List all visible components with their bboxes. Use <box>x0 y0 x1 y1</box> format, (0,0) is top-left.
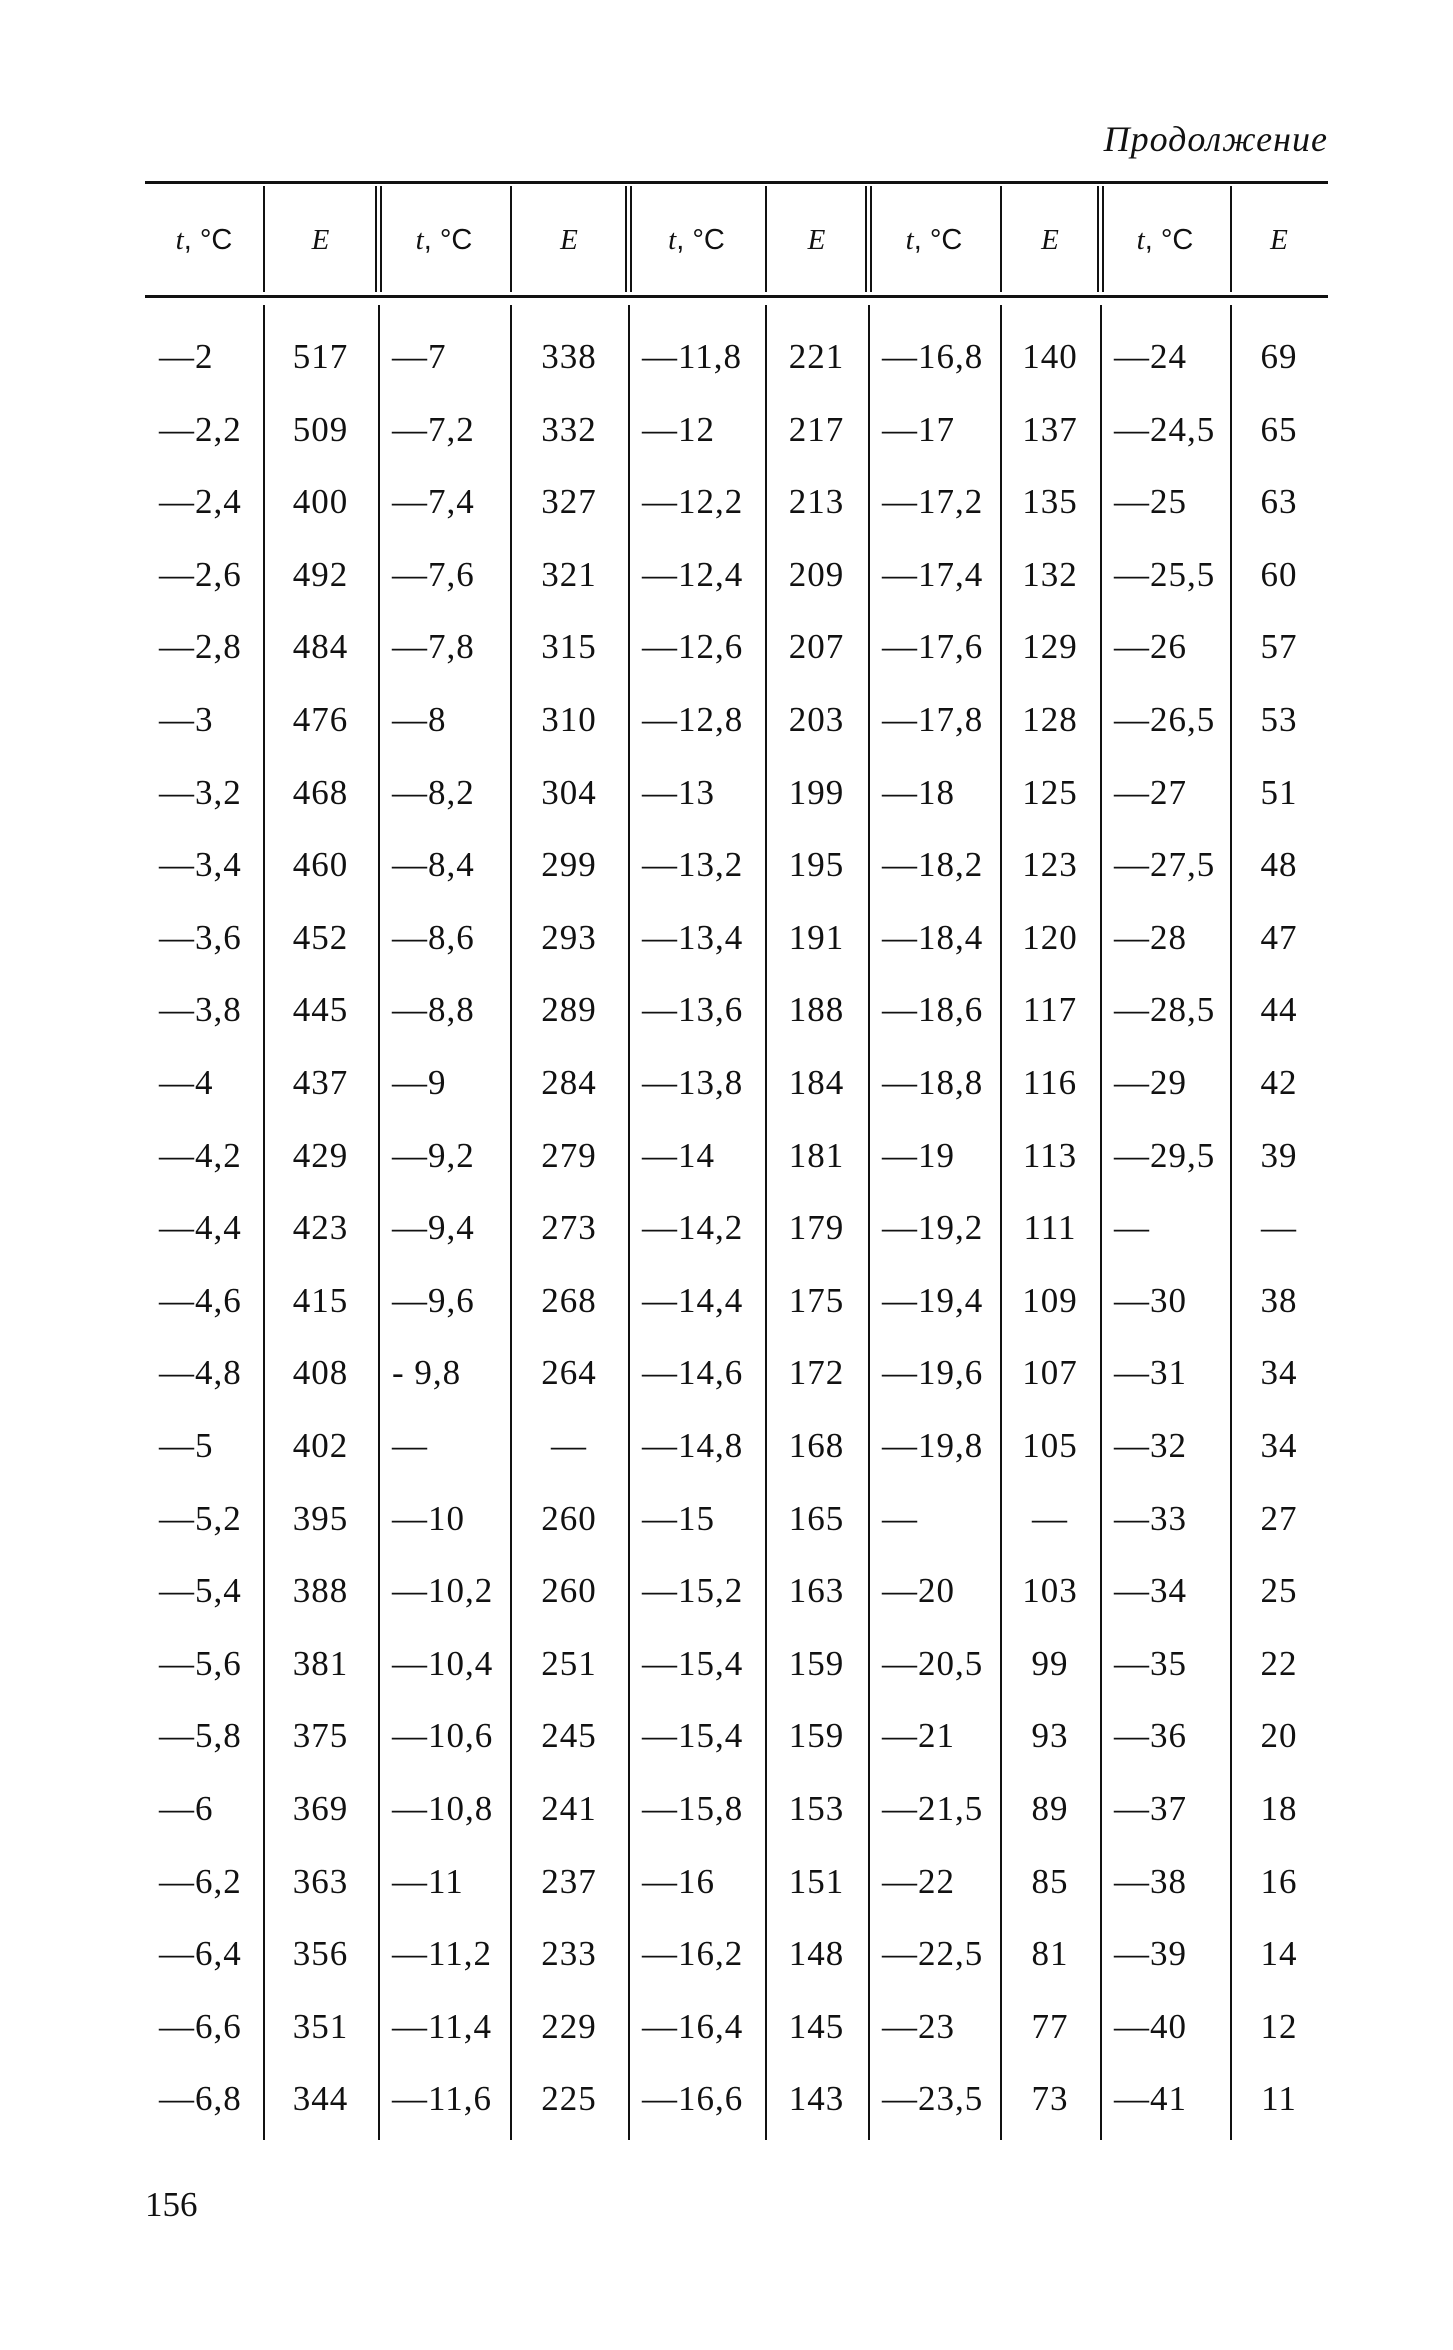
pressure-cell: 11 <box>1261 2079 1297 2118</box>
pressure-cell: 289 <box>541 990 597 1029</box>
temperature-cell: —5,4 <box>159 1571 242 1610</box>
pressure-cell: 93 <box>1031 1716 1069 1755</box>
temperature-cell: —2,4 <box>159 482 242 521</box>
temperature-cell: —17,8 <box>882 700 984 739</box>
pressure-cell: 437 <box>292 1063 349 1102</box>
pressure-cell: 65 <box>1260 410 1298 449</box>
temperature-cell: —6,8 <box>159 2079 242 2118</box>
pressure-cell: 105 <box>1022 1426 1078 1465</box>
temperature-cell: —10 <box>392 1499 465 1538</box>
pressure-cell: 20 <box>1260 1716 1298 1755</box>
temperature-cell: —17,2 <box>882 482 984 521</box>
temperature-cell: —26 <box>1114 627 1187 666</box>
pressure-cell: 165 <box>788 1499 845 1538</box>
pressure-cell: 73 <box>1031 2079 1069 2118</box>
pressure-cell: 221 <box>788 337 845 376</box>
temperature-cell: —11 <box>392 1862 464 1901</box>
pressure-cell: 476 <box>292 700 349 739</box>
temperature-cell: —14,4 <box>642 1281 744 1320</box>
temperature-cell: —24,5 <box>1114 410 1216 449</box>
temperature-cell: —19,2 <box>882 1208 984 1247</box>
header-e-cell <box>263 186 378 294</box>
temperature-cell: —12,6 <box>642 627 744 666</box>
temperature-cell: —6 <box>159 1789 214 1828</box>
pressure-cell: 184 <box>788 1063 845 1102</box>
pressure-cell: 148 <box>788 1934 845 1973</box>
pressure-cell: 113 <box>1022 1136 1078 1175</box>
pressure-cell: — <box>1032 1499 1068 1538</box>
temperature-cell: —24 <box>1114 337 1187 376</box>
pressure-cell: 48 <box>1260 845 1298 884</box>
temperature-cell: —19,8 <box>882 1426 984 1465</box>
pressure-cell: 299 <box>541 845 597 884</box>
header-t-cell <box>1100 186 1230 294</box>
pressure-cell: 452 <box>292 918 349 957</box>
pressure-cell: 159 <box>788 1716 845 1755</box>
header-e-label: E <box>1041 223 1059 256</box>
header-t-unit: , °C <box>423 223 473 256</box>
temperature-cell: —19,6 <box>882 1353 984 1392</box>
temperature-cell: —5,2 <box>159 1499 242 1538</box>
temperature-cell: —27,5 <box>1114 845 1216 884</box>
temperature-cell: —35 <box>1114 1644 1187 1683</box>
temperature-cell: —13,4 <box>642 918 744 957</box>
temperature-cell: —19 <box>882 1136 955 1175</box>
temperature-cell: —13,2 <box>642 845 744 884</box>
temperature-cell: —18,4 <box>882 918 984 957</box>
pressure-cell: 369 <box>292 1789 349 1828</box>
temperature-cell: —18,8 <box>882 1063 984 1102</box>
pressure-cell: 260 <box>541 1499 597 1538</box>
temperature-cell: —36 <box>1114 1716 1187 1755</box>
pressure-cell: 517 <box>292 337 349 376</box>
temperature-cell: —16 <box>642 1862 715 1901</box>
pressure-cell: 484 <box>292 627 349 666</box>
temperature-cell: —10,2 <box>392 1571 494 1610</box>
pressure-cell: 209 <box>788 555 845 594</box>
pressure-cell: 27 <box>1260 1499 1298 1538</box>
temperature-cell: —9,4 <box>392 1208 475 1247</box>
pressure-cell: 12 <box>1260 2007 1298 2046</box>
pressure-cell: 344 <box>292 2079 349 2118</box>
temperature-cell: —22,5 <box>882 1934 984 1973</box>
pressure-cell: 123 <box>1022 845 1078 884</box>
temperature-cell: —26,5 <box>1114 700 1216 739</box>
temperature-cell: —7,8 <box>392 627 475 666</box>
header-e-label: E <box>560 223 578 256</box>
temperature-cell: —14 <box>642 1136 715 1175</box>
pressure-cell: 203 <box>788 700 845 739</box>
header-e-label: E <box>807 223 826 256</box>
pressure-cell: 241 <box>541 1789 597 1828</box>
pressure-cell: 327 <box>541 482 597 521</box>
header-e-label: E <box>311 223 330 256</box>
temperature-cell: —34 <box>1114 1571 1187 1610</box>
pressure-cell: 145 <box>788 2007 845 2046</box>
header-e-cell <box>1000 186 1100 294</box>
temperature-cell: — <box>1114 1208 1150 1247</box>
temperature-cell: —18,2 <box>882 845 984 884</box>
pressure-cell: 99 <box>1031 1644 1069 1683</box>
temperature-cell: —21,5 <box>882 1789 984 1828</box>
pressure-cell: 18 <box>1260 1789 1298 1828</box>
temperature-cell: —13 <box>642 773 715 812</box>
temperature-cell: —2,6 <box>159 555 242 594</box>
pressure-cell: 213 <box>788 482 845 521</box>
pressure-cell: 16 <box>1260 1862 1298 1901</box>
temperature-cell: —3 <box>159 700 214 739</box>
pressure-cell: 375 <box>292 1716 349 1755</box>
pressure-cell: 25 <box>1260 1571 1298 1610</box>
temperature-cell: —33 <box>1114 1499 1187 1538</box>
header-bottom-rule <box>145 295 1328 298</box>
pressure-cell: 175 <box>788 1281 845 1320</box>
temperature-cell: —6,6 <box>159 2007 242 2046</box>
temperature-cell: —10,6 <box>392 1716 494 1755</box>
pressure-cell: 135 <box>1022 482 1078 521</box>
temperature-cell: —4 <box>159 1063 214 1102</box>
pressure-cell: 388 <box>292 1571 349 1610</box>
pressure-cell: 38 <box>1260 1281 1298 1320</box>
pressure-cell: 251 <box>541 1644 597 1683</box>
temperature-cell: —19,4 <box>882 1281 984 1320</box>
pressure-cell: 423 <box>292 1208 349 1247</box>
temperature-cell: —20 <box>882 1571 955 1610</box>
pressure-cell: 107 <box>1022 1353 1078 1392</box>
column-divider <box>263 186 265 292</box>
temperature-cell: —4,4 <box>159 1208 242 1247</box>
temperature-cell: —14,8 <box>642 1426 744 1465</box>
pressure-cell: 402 <box>292 1426 349 1465</box>
header-t-unit: , °C <box>913 223 963 256</box>
temperature-cell: —15,4 <box>642 1644 744 1683</box>
pressure-cell: 195 <box>788 845 845 884</box>
temperature-cell: —16,4 <box>642 2007 744 2046</box>
temperature-cell: — <box>392 1426 428 1465</box>
table-top-rule <box>145 181 1328 184</box>
temperature-cell: —15,8 <box>642 1789 744 1828</box>
temperature-cell: —2,8 <box>159 627 242 666</box>
pressure-cell: 225 <box>541 2079 597 2118</box>
temperature-cell: —5 <box>159 1426 214 1465</box>
pressure-cell: 111 <box>1023 1208 1077 1247</box>
pressure-cell: 34 <box>1260 1353 1298 1392</box>
temperature-cell: —7,4 <box>392 482 475 521</box>
temperature-cell: —16,2 <box>642 1934 744 1973</box>
pressure-cell: 168 <box>788 1426 845 1465</box>
temperature-cell: —7,6 <box>392 555 475 594</box>
temperature-cell: —8 <box>392 700 447 739</box>
pressure-cell: — <box>551 1426 587 1465</box>
pressure-cell: 77 <box>1031 2007 1069 2046</box>
temperature-cell: —16,6 <box>642 2079 744 2118</box>
temperature-cell: —9,2 <box>392 1136 475 1175</box>
temperature-cell: —18,6 <box>882 990 984 1029</box>
temperature-cell: —11,6 <box>392 2079 492 2118</box>
pressure-cell: 279 <box>541 1136 597 1175</box>
temperature-cell: —28,5 <box>1114 990 1216 1029</box>
pressure-cell: 109 <box>1022 1281 1078 1320</box>
temperature-cell: —15 <box>642 1499 715 1538</box>
pressure-cell: 315 <box>541 627 597 666</box>
pressure-cell: 85 <box>1031 1862 1069 1901</box>
group-divider <box>378 305 380 2140</box>
header-t-label: t <box>905 223 914 256</box>
pressure-cell: 395 <box>292 1499 349 1538</box>
temperature-cell: —4,8 <box>159 1353 242 1392</box>
pressure-cell: 129 <box>1022 627 1078 666</box>
temperature-cell: —37 <box>1114 1789 1187 1828</box>
pressure-cell: 217 <box>788 410 845 449</box>
pressure-cell: 293 <box>541 918 597 957</box>
temperature-cell: —29 <box>1114 1063 1187 1102</box>
pressure-cell: 492 <box>292 555 349 594</box>
header-t-cell <box>628 186 765 294</box>
column-divider <box>1000 305 1002 2140</box>
temperature-cell: —17,4 <box>882 555 984 594</box>
pressure-cell: 137 <box>1022 410 1078 449</box>
pressure-cell: 338 <box>541 337 597 376</box>
pressure-cell: 400 <box>292 482 349 521</box>
temperature-cell: —23 <box>882 2007 955 2046</box>
temperature-cell: —16,8 <box>882 337 984 376</box>
column-divider <box>1230 186 1232 292</box>
pressure-cell: 120 <box>1022 918 1078 957</box>
temperature-cell: —31 <box>1114 1353 1187 1392</box>
pressure-cell: 181 <box>788 1136 845 1175</box>
temperature-cell: - 9,8 <box>392 1353 462 1392</box>
header-t-cell <box>145 186 263 294</box>
temperature-cell: —5,8 <box>159 1716 242 1755</box>
temperature-cell: —25,5 <box>1114 555 1216 594</box>
pressure-cell: 69 <box>1260 337 1298 376</box>
pressure-cell: 60 <box>1260 555 1298 594</box>
temperature-cell: —8,6 <box>392 918 475 957</box>
temperature-cell: —5,6 <box>159 1644 242 1683</box>
pressure-cell: 445 <box>292 990 349 1029</box>
temperature-cell: —12,4 <box>642 555 744 594</box>
temperature-cell: —23,5 <box>882 2079 984 2118</box>
pressure-cell: 63 <box>1260 482 1298 521</box>
temperature-cell: —11,4 <box>392 2007 492 2046</box>
pressure-cell: 153 <box>788 1789 845 1828</box>
temperature-cell: —15,2 <box>642 1571 744 1610</box>
pressure-cell: 381 <box>292 1644 349 1683</box>
temperature-cell: —12,2 <box>642 482 744 521</box>
temperature-cell: —39 <box>1114 1934 1187 1973</box>
column-divider <box>1000 186 1002 292</box>
pressure-cell: 408 <box>292 1353 349 1392</box>
pressure-cell: 268 <box>541 1281 597 1320</box>
temperature-cell: —13,8 <box>642 1063 744 1102</box>
temperature-cell: —10,4 <box>392 1644 494 1683</box>
pressure-cell: 103 <box>1022 1571 1078 1610</box>
pressure-cell: 44 <box>1260 990 1298 1029</box>
temperature-cell: —15,4 <box>642 1716 744 1755</box>
header-t-label: t <box>175 223 184 256</box>
temperature-cell: —3,8 <box>159 990 242 1029</box>
header-t-unit: , °C <box>1144 223 1194 256</box>
temperature-cell: —41 <box>1114 2079 1187 2118</box>
temperature-cell: —10,8 <box>392 1789 494 1828</box>
pressure-cell: 191 <box>788 918 845 957</box>
temperature-cell: —8,8 <box>392 990 475 1029</box>
pressure-cell: 460 <box>292 845 349 884</box>
pressure-cell: 188 <box>788 990 845 1029</box>
temperature-cell: —17 <box>882 410 955 449</box>
header-t-cell <box>868 186 1000 294</box>
pressure-cell: 22 <box>1260 1644 1298 1683</box>
pressure-cell: 260 <box>541 1571 597 1610</box>
pressure-cell: 363 <box>292 1862 349 1901</box>
temperature-cell: —11,2 <box>392 1934 492 1973</box>
pressure-cell: 304 <box>541 773 597 812</box>
temperature-cell: —9,6 <box>392 1281 475 1320</box>
column-divider <box>510 186 512 292</box>
temperature-cell: —2,2 <box>159 410 242 449</box>
temperature-cell: —4,2 <box>159 1136 242 1175</box>
pressure-cell: 237 <box>541 1862 597 1901</box>
pressure-cell: 273 <box>541 1208 597 1247</box>
temperature-cell: —13,6 <box>642 990 744 1029</box>
pressure-cell: 128 <box>1022 700 1078 739</box>
temperature-cell: —6,2 <box>159 1862 242 1901</box>
temperature-cell: —28 <box>1114 918 1187 957</box>
temperature-cell: —3,2 <box>159 773 242 812</box>
pressure-cell: 39 <box>1260 1136 1298 1175</box>
pressure-cell: 140 <box>1022 337 1078 376</box>
temperature-cell: —8,2 <box>392 773 475 812</box>
group-divider <box>1100 305 1102 2140</box>
temperature-cell: —38 <box>1114 1862 1187 1901</box>
column-divider <box>765 305 767 2140</box>
pressure-cell: 351 <box>292 2007 349 2046</box>
temperature-cell: —4,6 <box>159 1281 242 1320</box>
header-t-label: t <box>1136 223 1145 256</box>
pressure-cell: — <box>1261 1208 1297 1247</box>
pressure-cell: 245 <box>541 1716 597 1755</box>
header-t-unit: , °C <box>183 223 233 256</box>
header-t-unit: , °C <box>676 223 725 256</box>
temperature-cell: —9 <box>392 1063 447 1102</box>
temperature-cell: —12 <box>642 410 715 449</box>
temperature-cell: —40 <box>1114 2007 1187 2046</box>
pressure-cell: 116 <box>1022 1063 1078 1102</box>
pressure-cell: 57 <box>1260 627 1298 666</box>
pressure-cell: 321 <box>541 555 597 594</box>
pressure-cell: 125 <box>1022 773 1078 812</box>
pressure-cell: 509 <box>292 410 349 449</box>
pressure-cell: 229 <box>541 2007 597 2046</box>
temperature-cell: —22 <box>882 1862 955 1901</box>
column-divider <box>1230 305 1232 2140</box>
page-number: 156 <box>145 2185 198 2224</box>
pressure-cell: 284 <box>541 1063 597 1102</box>
pressure-cell: 42 <box>1260 1063 1298 1102</box>
temperature-cell: —12,8 <box>642 700 744 739</box>
pressure-cell: 159 <box>788 1644 845 1683</box>
temperature-cell: —30 <box>1114 1281 1187 1320</box>
temperature-cell: —32 <box>1114 1426 1187 1465</box>
temperature-cell: — <box>882 1499 918 1538</box>
temperature-cell: —18 <box>882 773 955 812</box>
pressure-cell: 233 <box>541 1934 597 1973</box>
header-e-label: E <box>1270 223 1288 256</box>
temperature-cell: —17,6 <box>882 627 984 666</box>
pressure-cell: 81 <box>1031 1934 1069 1973</box>
temperature-cell: —14,6 <box>642 1353 744 1392</box>
pressure-cell: 132 <box>1022 555 1078 594</box>
pressure-cell: 14 <box>1260 1934 1298 1973</box>
pressure-cell: 415 <box>292 1281 349 1320</box>
pressure-cell: 199 <box>788 773 845 812</box>
pressure-cell: 310 <box>541 700 597 739</box>
pressure-cell: 172 <box>788 1353 845 1392</box>
temperature-cell: —25 <box>1114 482 1187 521</box>
temperature-cell: —7,2 <box>392 410 475 449</box>
temperature-cell: —29,5 <box>1114 1136 1216 1175</box>
pressure-cell: 207 <box>788 627 845 666</box>
column-divider <box>263 305 265 2140</box>
pressure-cell: 179 <box>788 1208 845 1247</box>
pressure-cell: 429 <box>292 1136 349 1175</box>
temperature-cell: —21 <box>882 1716 955 1755</box>
temperature-cell: —20,5 <box>882 1644 984 1683</box>
pressure-cell: 151 <box>788 1862 845 1901</box>
temperature-cell: —27 <box>1114 773 1187 812</box>
temperature-cell: —14,2 <box>642 1208 744 1247</box>
pressure-cell: 47 <box>1260 918 1298 957</box>
temperature-cell: —3,4 <box>159 845 242 884</box>
temperature-cell: —3,6 <box>159 918 242 957</box>
header-e-cell <box>1230 186 1328 294</box>
temperature-cell: —8,4 <box>392 845 475 884</box>
pressure-cell: 89 <box>1031 1789 1069 1828</box>
pressure-cell: 51 <box>1260 773 1298 812</box>
column-divider <box>765 186 767 292</box>
pressure-cell: 356 <box>292 1934 349 1973</box>
header-t-label: t <box>415 223 424 256</box>
header-t-cell <box>378 186 510 294</box>
temperature-cell: —11,8 <box>642 337 742 376</box>
pressure-cell: 264 <box>541 1353 597 1392</box>
pressure-cell: 468 <box>292 773 349 812</box>
header-e-cell <box>510 186 628 294</box>
pressure-cell: 34 <box>1260 1426 1298 1465</box>
header-t-label: t <box>668 223 677 256</box>
pressure-cell: 53 <box>1260 700 1298 739</box>
header-e-cell <box>765 186 868 294</box>
temperature-cell: —2 <box>159 337 214 376</box>
temperature-cell: —7 <box>392 337 447 376</box>
column-divider <box>510 305 512 2140</box>
group-divider <box>628 305 630 2140</box>
pressure-cell: 332 <box>541 410 597 449</box>
pressure-cell: 143 <box>788 2079 845 2118</box>
pressure-cell: 163 <box>788 1571 845 1610</box>
group-divider <box>868 305 870 2140</box>
temperature-cell: —6,4 <box>159 1934 242 1973</box>
continuation-caption: Продолжение <box>1103 119 1328 159</box>
pressure-cell: 117 <box>1022 990 1078 1029</box>
